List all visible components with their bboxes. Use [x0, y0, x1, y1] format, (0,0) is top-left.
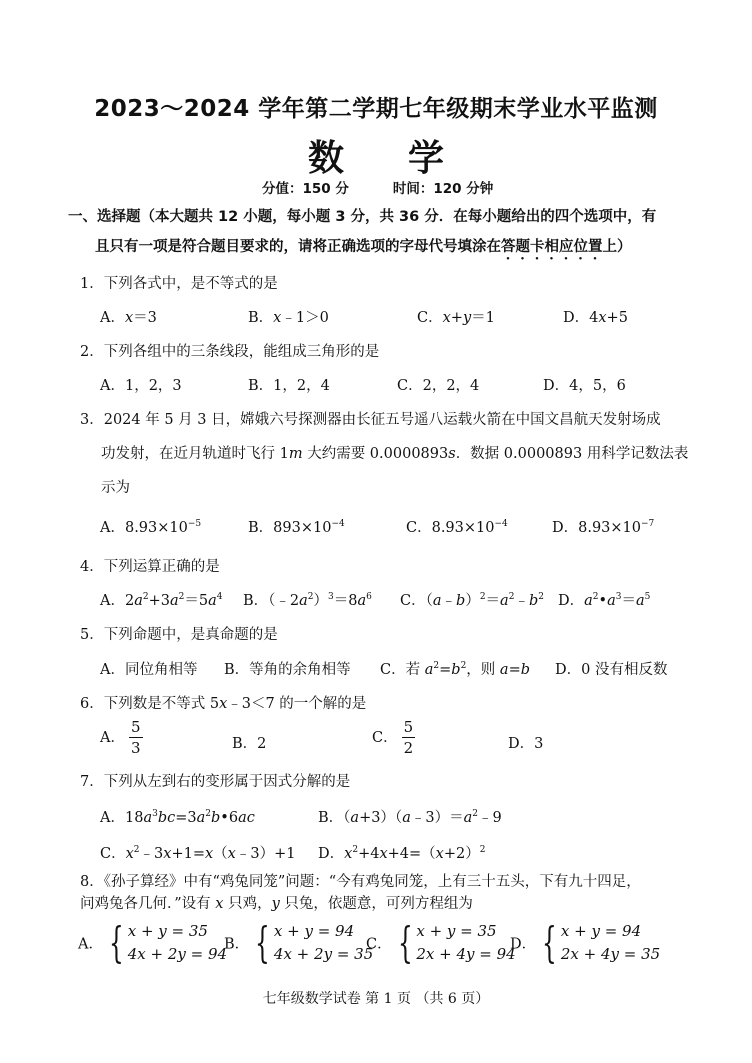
q6-option-b: B．2 [232, 736, 267, 752]
q4-option-a: A．$2a^2+3a^2=5a^4$ [100, 592, 223, 609]
question-5 [80, 623, 278, 644]
question-number: 5． [80, 627, 104, 643]
section-heading-line1: 一、选择题（本大题共 12 小题，每小题 3 分，共 36 分．在每小题给出的四个选项中，有 [68, 209, 657, 225]
question-8-line1 [80, 870, 641, 891]
q3-option-b: B．$893\times 10^{-4}$ [248, 519, 345, 536]
time-label: 时间：120 分钟 [392, 181, 494, 197]
question-stem: 下列运算正确的是 [103, 559, 220, 575]
q6-option-d: D．3 [508, 736, 544, 752]
q4-option-d: D．$a^2•a^3=a^5$ [558, 592, 651, 609]
q6-option-c: C． $\frac{5}{2}$ [372, 718, 414, 757]
q2-option-d: D．4，5，6 [543, 378, 626, 394]
q1-option-a: A．x＝3 [100, 310, 157, 326]
question-stem: 下列各组中的三条线段，能组成三角形的是 [103, 344, 380, 360]
question-number: 3． [80, 412, 104, 428]
question-number: 1． [80, 276, 104, 292]
exam-title: 2023～2024 学年第二学期七年级期末学业水平监测 [94, 96, 658, 122]
score-label: 分值：150 分 [262, 181, 349, 197]
q3-option-c: C．$8.93\times 10^{-4}$ [406, 519, 508, 536]
q2-option-a: A．1，2，3 [100, 378, 182, 394]
question-number: 4． [80, 559, 104, 575]
q8-option-d: D． { x + y = 94 2x + 4y = 35 [510, 918, 661, 967]
section-line2-post: 上） [602, 239, 632, 255]
question-6: 6．下列数是不等式 5x﹣3＜7 的一个解的是 [80, 696, 367, 712]
fraction: $\frac{5}{2}$ [403, 718, 414, 757]
question-7 [80, 770, 350, 791]
question-3-line1 [80, 408, 661, 429]
q7-option-c: C．$x^2﹣3x+1=x(x﹣3)+1$ [100, 845, 296, 862]
question-number: 2． [80, 344, 104, 360]
q5-option-c: C．若 $a^2=b^2$，则 a=b [380, 661, 531, 678]
q7-option-b: B．$(a+3)(a﹣3)=a^2﹣9$ [318, 809, 502, 826]
q4-option-b: B．$(﹣2a^2)^3=8a^6$ [243, 592, 372, 609]
q7-option-d: D．$x^2+4x+4=(x+2)^2$ [318, 845, 486, 862]
exam-meta [262, 177, 493, 197]
question-stem: 下列命题中，是真命题的是 [103, 627, 278, 643]
q8-option-a: A． { x + y = 35 4x + 2y = 94 [78, 918, 228, 967]
q5-option-b: B．等角的余角相等 [224, 662, 351, 678]
subject-title: 数学 [307, 138, 508, 179]
q5-option-a: A．同位角相等 [100, 662, 198, 678]
q4-option-c: C．$(a﹣b)^2=a^2﹣b^2$ [400, 592, 544, 609]
q8-option-c: C． { x + y = 35 2x + 4y = 94 [366, 918, 516, 967]
q3-option-d: D．$8.93\times 10^{-7}$ [552, 519, 655, 536]
fraction: $\frac{5}{3}$ [130, 718, 141, 757]
question-number: 8． [80, 874, 104, 890]
section-line2-pre: 且只有一项是符合题目要求的，请将正确选项的字母代号填涂在 [95, 239, 501, 255]
q5-option-d: D．0 没有相反数 [555, 662, 668, 678]
question-number: 7． [80, 774, 104, 790]
question-2 [80, 340, 379, 361]
question-stem: 下列各式中，是不等式的是 [103, 276, 278, 292]
question-3-line2: 功发射，在近月轨道时飞行 1m 大约需要 0.0000893s．数据 0.0000893 用科学记数法表 [101, 446, 689, 462]
q1-option-d: D．4x+5 [563, 310, 628, 326]
q7-option-a: A．$18a^3bc=3a^2b•6ac$ [100, 809, 255, 826]
section-heading-line2 [95, 235, 632, 263]
q1-option-c: C．x+y＝1 [417, 310, 495, 326]
question-stem: 《孙子算经》中有“鸡兔同笼”问题：“今有鸡兔同笼，上有三十五头，下有九十四足， [103, 874, 641, 890]
question-4 [80, 555, 220, 576]
q6-option-a: A． $\frac{5}{3}$ [100, 718, 141, 757]
question-3-line3: 示为 [101, 480, 130, 496]
q3-option-a: A．$8.93\times 10^{-5}$ [100, 519, 202, 536]
question-1 [80, 272, 278, 293]
question-stem: 2024 年 5 月 3 日，嫦娥六号探测器由长征五号遥八运载火箭在中国文昌航天发射场成 [103, 412, 661, 428]
q2-option-b: B．1，2，4 [248, 378, 330, 394]
q1-option-b: B．x﹣1＞0 [248, 310, 329, 326]
question-stem: 下列从左到右的变形属于因式分解的是 [103, 774, 351, 790]
q8-option-b: B． { x + y = 94 4x + 2y = 35 [224, 918, 374, 967]
section-line2-dotted: 答题卡相应位置 [501, 239, 603, 255]
page-footer: 七年级数学试卷 第 1 页 （共 6 页） [262, 991, 490, 1007]
q2-option-c: C．2，2，4 [397, 378, 480, 394]
question-8-line2: 问鸡兔各几何．”设有 x 只鸡，y 只兔，依题意，可列方程组为 [80, 896, 473, 912]
